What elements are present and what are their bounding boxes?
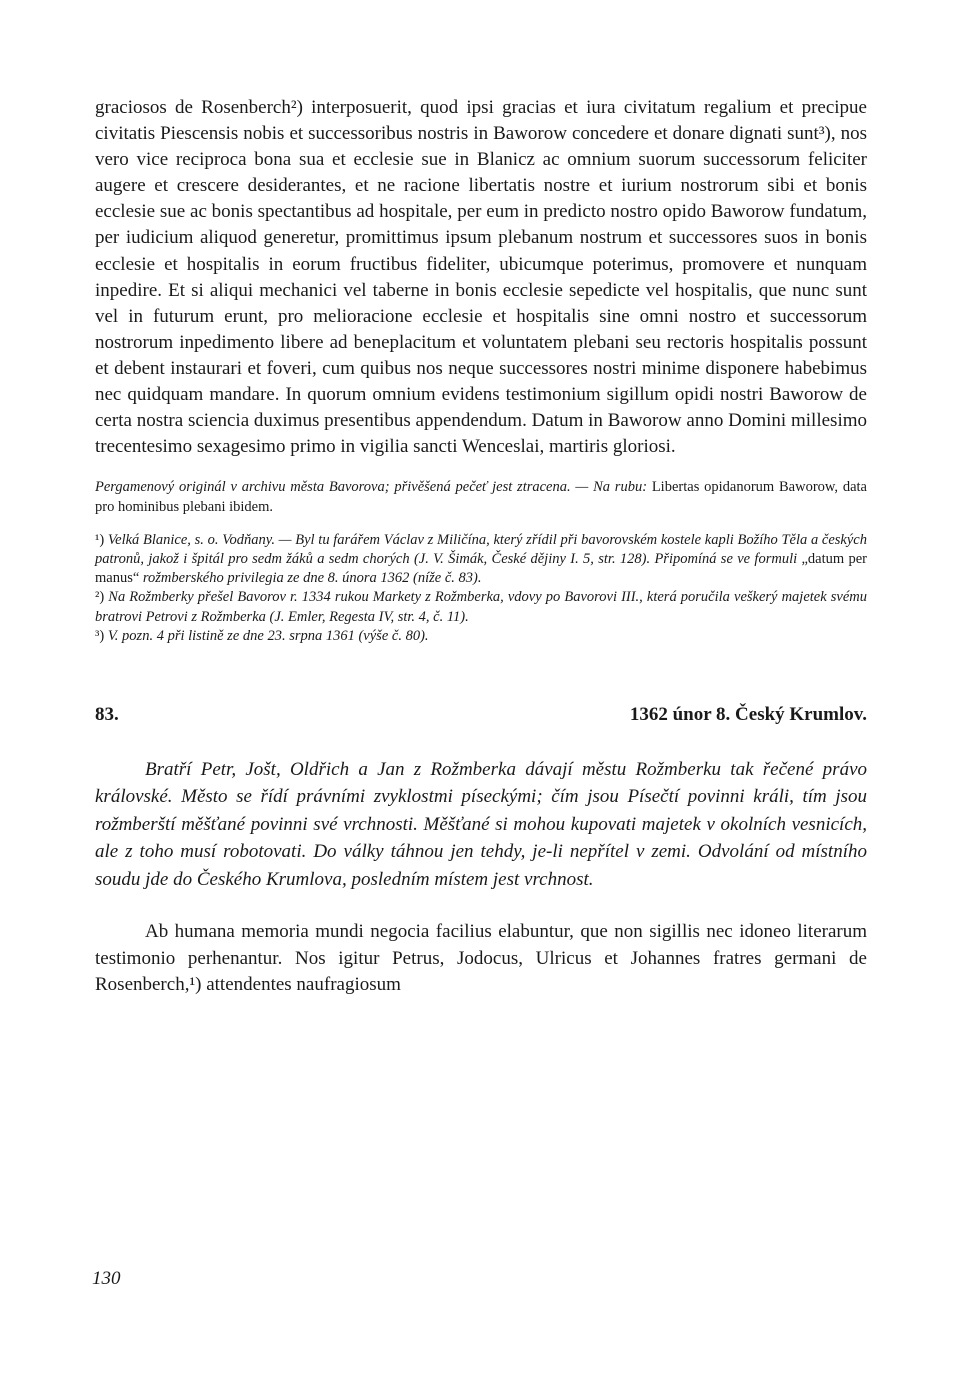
footnote-marker: ²) (95, 589, 105, 606)
source-note (95, 478, 867, 516)
main-text (95, 95, 867, 460)
document-number: 83. (95, 703, 119, 725)
footnote-1: ¹) Velká Blanice, s. o. Vodňany. — Byl tu farářem Václav z Miličína, který zřídil při bavorovském kostele kapli Božího Těla a českých patronů, jakož i špitál pro sedm žáků a sedm chorých (J. V. Šimák, České dějiny I. 5, str. 128). Připomíná se ve formuli „datum per manus“ rožmberského privilegia ze dne 8. února 1362 (níže č. 83). (95, 531, 867, 587)
footnote-2: ²) Na Rožmberky přešel Bavorov r. 1334 rukou Markety z Rožmberka, vdovy po Bavorovi III., která poručila veškerý majetek svému bratrovi Petrovi z Rožmberka (J. Emler, Regesta IV, str. 4, č. 11). (95, 589, 867, 625)
footnotes (95, 531, 867, 646)
source-note-italic: Pergamenový originál v archivu města Bavorova; přivěšená pečeť jest ztracena. — Na rubu: (95, 479, 648, 496)
document-header (95, 704, 867, 726)
document-body: Ab humana memoria mundi negocia facilius elabuntur, que non sigillis nec idoneo literarum testimonio perhenantur. Nos igitur Petrus, Jodocus, Ulricus et Johannes fratres germani de Rosenberch,¹) attendentes naufragiosum (95, 921, 867, 995)
source-note-endorsement: Libertas opidanorum Baworow, data pro hominibus plebani ibidem. (95, 479, 867, 515)
footnote-3: ³) V. pozn. 4 při listině ze dne 23. srpna 1361 (výše č. 80). (95, 627, 429, 644)
main-paragraph: graciosos de Rosenberch²) interposuerit, quod ipsi gracias et iura civitatum regalium et precipue civitatis Piescensis nobis et successoribus nostris in Baworow concedere et donare dignati sunt³), nos vero vice reciproca bona sua et ecclesie sue in Blanicz ac omnium suorum successorum feliciter augere et crescere desiderantes, et ne racione libertatis nostre et iurium nostrorum sibi et bonis ecclesie sue ac bonis spectantibus ad hospitale, per eum in predicto nostro opido Baworow fundatum, per iudicium aliquod generetur, promittimus ipsum plebanum nostrum et successores suos in bonis ecclesie et hospitalis in eorum fructibus fideliter, ubicumque poterimus, promovere et nunquam inpedire. Et si aliqui mechanici vel taberne in bonis ecclesie sepedicte vel hospitalis, que nunc sunt vel in futurum erunt, pro melioracione ecclesie et hospitalis sine omni nostro et successorum nostrorum inpedimento libere ad beneplacitum et voluntatem plebani seu rectoris hospitalis possunt et debent instaurari et foveri, cum quibus nos neque successores nostri minime disponere habebimus nec quidquam mandare. In quorum omnium evidens testimonium sigillum opidi nostri Baworow de certa nostra sciencia duximus presentibus appendendum. Datum in Baworow anno Domini millesimo trecentesimo sexagesimo primo in vigilia sancti Wenceslai, martiris gloriosi. (95, 97, 867, 458)
regest: Bratří Petr, Jošt, Oldřich a Jan z Rožmberka dávají městu Rožmberku tak řečené právo královské. Město se řídí právními zvyklostmi píseckými; čím jsou Písečtí povinni králi, tím jsou rožmberští měšťané povinni své vrchnosti. Měšťané si mohou kupovati majetek v okolních vesnicích, ale z toho musí robotovati. Do války táhnou jen tehdy, je-li nepřítel v zemi. Odvolání od místního soudu jde do Českého Krumlova, posledním místem jest vrchnost. (95, 758, 867, 890)
footnote-marker: ³) (95, 627, 105, 644)
page (95, 95, 867, 998)
page-number: 130 (92, 1268, 121, 1289)
document-date-place: 1362 únor 8. Český Krumlov. (629, 703, 867, 725)
footnote-marker: ¹) (95, 531, 105, 548)
